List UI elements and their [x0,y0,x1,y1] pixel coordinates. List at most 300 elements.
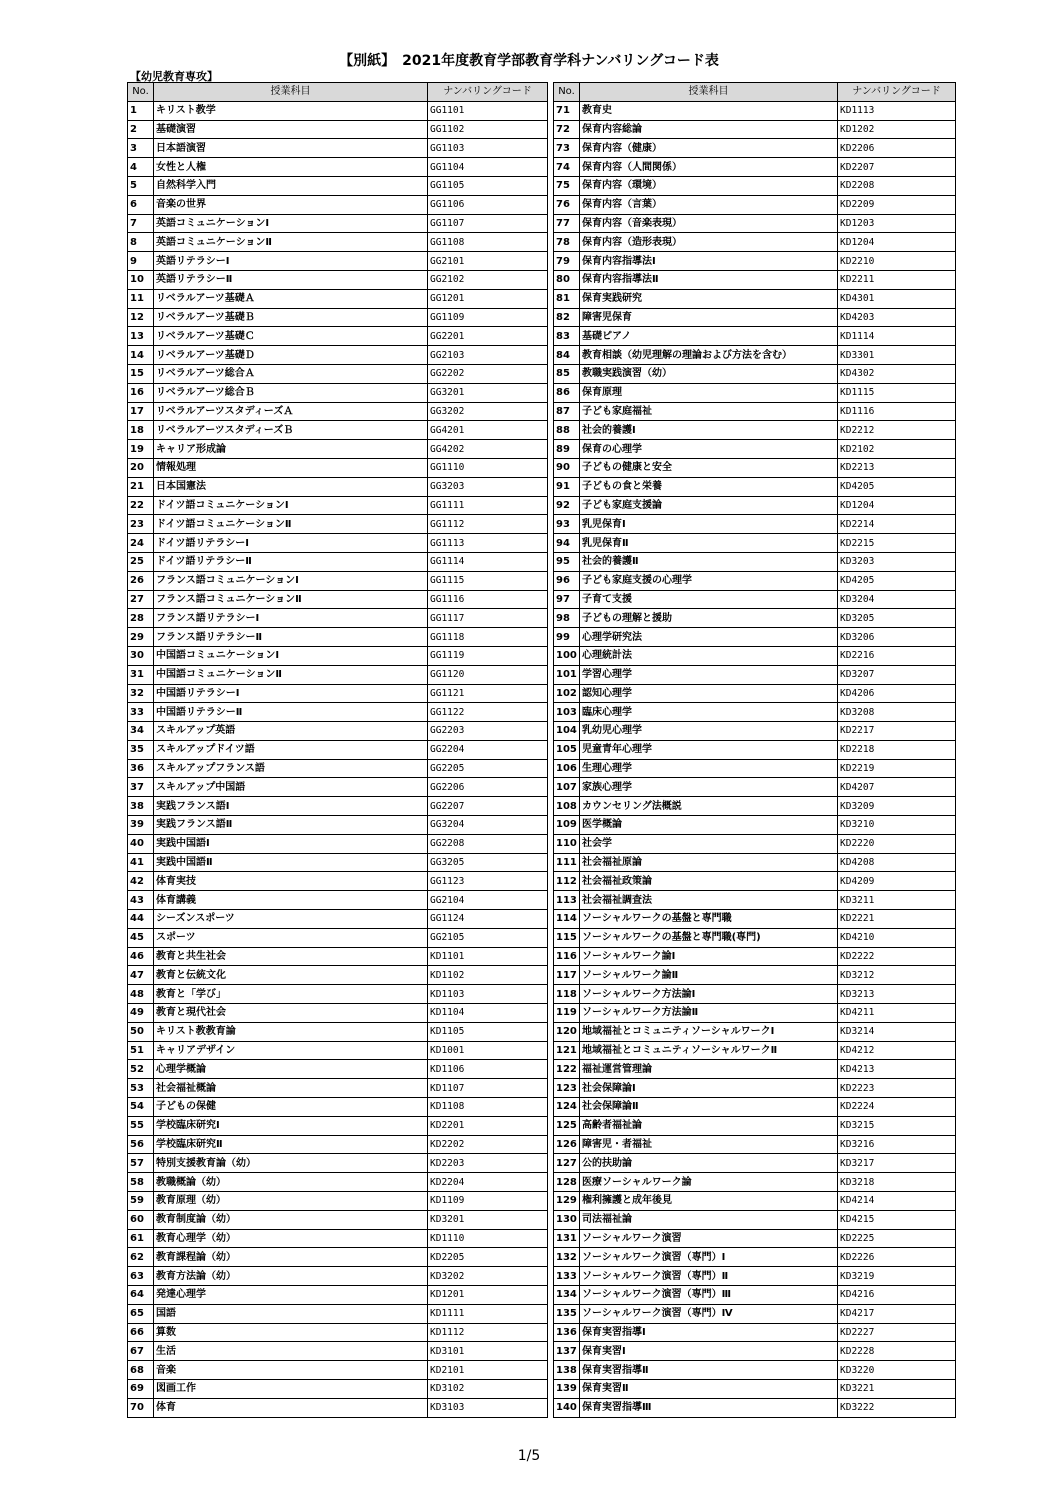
subject-name: 公的扶助論 [580,1154,838,1173]
row-number: 54 [128,1098,154,1117]
row-number: 66 [128,1323,154,1342]
row-number: 100 [554,646,580,665]
row-number: 109 [554,816,580,835]
table-row [554,458,956,477]
row-number: 81 [554,289,580,308]
row-number: 48 [128,985,154,1004]
table-row [128,458,548,477]
numbering-code: KD2220 [838,834,956,853]
row-number: 76 [554,195,580,214]
table-row [128,722,548,741]
table-row [128,910,548,929]
header-no: No. [128,83,154,102]
row-number: 125 [554,1116,580,1135]
numbering-code: GG2202 [428,364,548,383]
table-row [128,628,548,647]
numbering-code: GG1117 [428,609,548,628]
numbering-code: KD3101 [428,1342,548,1361]
table-row [128,703,548,722]
subject-name: リベラルアーツ基礎Ｂ [154,308,428,327]
table-row [128,797,548,816]
row-number: 25 [128,552,154,571]
subject-name: スキルアップ中国語 [154,778,428,797]
row-number: 24 [128,534,154,553]
numbering-code: KD2102 [838,440,956,459]
subject-name: 生理心理学 [580,759,838,778]
numbering-code: KD4215 [838,1210,956,1229]
numbering-code: GG2101 [428,252,548,271]
table-row [554,628,956,647]
row-number: 49 [128,1004,154,1023]
numbering-code: KD3204 [838,590,956,609]
row-number: 71 [554,101,580,120]
row-number: 88 [554,421,580,440]
subject-name: 社会的養護Ⅱ [580,552,838,571]
table-row [554,853,956,872]
table-row [128,684,548,703]
numbering-code: KD4214 [838,1192,956,1211]
row-number: 19 [128,440,154,459]
numbering-code: KD3301 [838,346,956,365]
numbering-code: KD3208 [838,703,956,722]
subject-name: 中国語リテラシーⅡ [154,703,428,722]
row-number: 128 [554,1173,580,1192]
row-number: 74 [554,158,580,177]
table-row [128,1398,548,1417]
table-row [554,1154,956,1173]
table-row [554,722,956,741]
row-number: 102 [554,684,580,703]
numbering-code: KD3202 [428,1267,548,1286]
row-number: 73 [554,139,580,158]
subject-name: スポーツ [154,928,428,947]
table-row [554,928,956,947]
table-row [554,1116,956,1135]
table-row [554,1041,956,1060]
subject-name: 保育原理 [580,383,838,402]
table-row [554,834,956,853]
row-number: 62 [128,1248,154,1267]
numbering-code: GG1114 [428,552,548,571]
numbering-code: GG1120 [428,665,548,684]
table-row [128,1286,548,1305]
table-row [128,646,548,665]
table-row [554,1342,956,1361]
row-number: 67 [128,1342,154,1361]
table-row [554,609,956,628]
numbering-code: GG1110 [428,458,548,477]
subject-name: 教育心理学（幼） [154,1229,428,1248]
table-row [128,534,548,553]
subject-name: 社会保障論Ⅰ [580,1079,838,1098]
table-row [554,270,956,289]
subject-name: 心理学研究法 [580,628,838,647]
numbering-code: KD1204 [838,496,956,515]
row-number: 77 [554,214,580,233]
subject-name: ドイツ語コミュニケーションⅠ [154,496,428,515]
numbering-code: KD3201 [428,1210,548,1229]
table-row [554,816,956,835]
table-row [128,891,548,910]
numbering-code: GG1201 [428,289,548,308]
table-row [554,703,956,722]
table-row [128,1248,548,1267]
table-row [128,1229,548,1248]
row-number: 87 [554,402,580,421]
numbering-code: KD1203 [838,214,956,233]
table-row [554,552,956,571]
subject-name: 中国語リテラシーⅠ [154,684,428,703]
numbering-code: KD3210 [838,816,956,835]
row-number: 1 [128,101,154,120]
row-number: 70 [128,1398,154,1417]
row-number: 64 [128,1286,154,1305]
numbering-code: GG2103 [428,346,548,365]
subject-name: 日本国憲法 [154,477,428,496]
table-row [554,477,956,496]
row-number: 68 [128,1361,154,1380]
table-row [554,139,956,158]
table-row [554,1248,956,1267]
table-row [128,834,548,853]
subject-name: リベラルアーツスタディーズＢ [154,421,428,440]
numbering-code: KD4206 [838,684,956,703]
numbering-code: GG2208 [428,834,548,853]
table-row [128,195,548,214]
row-number: 133 [554,1267,580,1286]
table-row [128,402,548,421]
table-row [554,327,956,346]
numbering-code: GG1107 [428,214,548,233]
subject-name: 児童青年心理学 [580,740,838,759]
subject-name: フランス語コミュニケーションⅡ [154,590,428,609]
subject-name: 教育制度論（幼） [154,1210,428,1229]
row-number: 97 [554,590,580,609]
row-number: 117 [554,966,580,985]
subject-name: 中国語コミュニケーションⅡ [154,665,428,684]
subject-name: 認知心理学 [580,684,838,703]
table-row [128,1004,548,1023]
subject-name: 子どもの理解と援助 [580,609,838,628]
row-number: 94 [554,534,580,553]
table-row [554,308,956,327]
subject-name: 子どもの保健 [154,1098,428,1117]
subject-name: 算数 [154,1323,428,1342]
numbering-code: KD2204 [428,1173,548,1192]
subject-name: 教職実践演習（幼） [580,364,838,383]
subject-name: 社会福祉政策論 [580,872,838,891]
table-row [554,120,956,139]
subject-name: 情報処理 [154,458,428,477]
numbering-code: KD2203 [428,1154,548,1173]
row-number: 69 [128,1379,154,1398]
subject-name: キャリアデザイン [154,1041,428,1060]
row-number: 7 [128,214,154,233]
row-number: 132 [554,1248,580,1267]
subject-name: 基礎演習 [154,120,428,139]
subject-name: 教育と「学び」 [154,985,428,1004]
subject-name: 乳幼児心理学 [580,722,838,741]
numbering-code: KD4216 [838,1286,956,1305]
subject-name: 教育原理（幼） [154,1192,428,1211]
numbering-code: KD3220 [838,1361,956,1380]
numbering-code: KD3217 [838,1154,956,1173]
table-row [128,1361,548,1380]
numbering-code: GG2204 [428,740,548,759]
numbering-code: KD1201 [428,1286,548,1305]
numbering-code: GG1124 [428,910,548,929]
table-row [554,383,956,402]
row-number: 9 [128,252,154,271]
table-row [128,1192,548,1211]
numbering-code: GG1111 [428,496,548,515]
numbering-code: GG2207 [428,797,548,816]
header-subject: 授業科目 [580,83,838,102]
numbering-code: KD1112 [428,1323,548,1342]
row-number: 127 [554,1154,580,1173]
row-number: 80 [554,270,580,289]
subject-name: リベラルアーツ基礎Ｃ [154,327,428,346]
row-number: 122 [554,1060,580,1079]
subject-name: 教育史 [580,101,838,120]
subject-name: 保育実習Ⅱ [580,1379,838,1398]
numbering-code: KD3103 [428,1398,548,1417]
table-row [128,778,548,797]
row-number: 75 [554,176,580,195]
table-row [554,1210,956,1229]
numbering-code: KD2216 [838,646,956,665]
table-row [554,496,956,515]
table-row [128,1098,548,1117]
row-number: 107 [554,778,580,797]
table-row [128,101,548,120]
numbering-code: KD1103 [428,985,548,1004]
row-number: 105 [554,740,580,759]
subject-name: リベラルアーツ総合Ｂ [154,383,428,402]
numbering-code: GG1115 [428,571,548,590]
table-row [128,176,548,195]
row-number: 61 [128,1229,154,1248]
table-row [128,1210,548,1229]
row-number: 16 [128,383,154,402]
subject-name: 自然科学入門 [154,176,428,195]
table-row [554,289,956,308]
numbering-code: GG1108 [428,233,548,252]
table-row [128,1041,548,1060]
subject-name: 障害児保育 [580,308,838,327]
subject-name: 保育内容（造形表現） [580,233,838,252]
table-row [128,308,548,327]
subject-name: ソーシャルワーク演習 [580,1229,838,1248]
row-number: 92 [554,496,580,515]
subject-name: 司法福祉論 [580,1210,838,1229]
subject-name: 地域福祉とコミュニティソーシャルワークⅡ [580,1041,838,1060]
table-row [128,421,548,440]
row-number: 26 [128,571,154,590]
table-row [554,1304,956,1323]
row-number: 113 [554,891,580,910]
subject-name: リベラルアーツ総合Ａ [154,364,428,383]
row-number: 15 [128,364,154,383]
subject-name: 権利擁護と成年後見 [580,1192,838,1211]
row-number: 90 [554,458,580,477]
row-number: 84 [554,346,580,365]
row-number: 13 [128,327,154,346]
numbering-code: KD4205 [838,477,956,496]
table-row [554,1323,956,1342]
numbering-code: KD2218 [838,740,956,759]
table-row [128,571,548,590]
table-row [554,1004,956,1023]
numbering-code: KD4203 [838,308,956,327]
table-row [554,665,956,684]
row-number: 50 [128,1022,154,1041]
numbering-code: KD2206 [838,139,956,158]
numbering-code: KD4208 [838,853,956,872]
numbering-table-left [127,82,548,1418]
subject-name: 保育内容（言葉） [580,195,838,214]
subject-name: スキルアップドイツ語 [154,740,428,759]
numbering-code: GG1109 [428,308,548,327]
subject-name: キャリア形成論 [154,440,428,459]
table-row [554,1379,956,1398]
numbering-code: KD2214 [838,515,956,534]
numbering-code: GG2104 [428,891,548,910]
row-number: 47 [128,966,154,985]
table-row [128,1116,548,1135]
subject-name: フランス語リテラシーⅡ [154,628,428,647]
row-number: 57 [128,1154,154,1173]
row-number: 116 [554,947,580,966]
subject-name: 教育と伝統文化 [154,966,428,985]
subject-name: ドイツ語リテラシーⅠ [154,534,428,553]
table-row [554,1098,956,1117]
row-number: 51 [128,1041,154,1060]
row-number: 6 [128,195,154,214]
table-row [554,1060,956,1079]
numbering-code: KD1111 [428,1304,548,1323]
row-number: 111 [554,853,580,872]
table-row [554,233,956,252]
numbering-code: KD3215 [838,1116,956,1135]
numbering-code: GG2206 [428,778,548,797]
row-number: 136 [554,1323,580,1342]
table-row [128,515,548,534]
row-number: 44 [128,910,154,929]
numbering-code: KD3222 [838,1398,956,1417]
row-number: 38 [128,797,154,816]
table-row [554,797,956,816]
subject-name: 保育内容（音楽表現） [580,214,838,233]
numbering-code: KD3207 [838,665,956,684]
row-number: 20 [128,458,154,477]
row-number: 39 [128,816,154,835]
row-number: 17 [128,402,154,421]
row-number: 130 [554,1210,580,1229]
table-row [554,646,956,665]
numbering-code: KD4211 [838,1004,956,1023]
table-row [128,364,548,383]
subject-name: 女性と人権 [154,158,428,177]
header-no: No. [554,83,580,102]
row-number: 89 [554,440,580,459]
row-number: 55 [128,1116,154,1135]
numbering-code: KD4210 [838,928,956,947]
subject-name: 国語 [154,1304,428,1323]
table-row [554,1135,956,1154]
subject-name: ソーシャルワーク方法論Ⅰ [580,985,838,1004]
table-row [554,1022,956,1041]
row-number: 118 [554,985,580,1004]
numbering-code: GG3201 [428,383,548,402]
numbering-code: KD4302 [838,364,956,383]
row-number: 131 [554,1229,580,1248]
numbering-code: KD2228 [838,1342,956,1361]
numbering-code: KD2225 [838,1229,956,1248]
row-number: 135 [554,1304,580,1323]
table-row [128,947,548,966]
numbering-code: KD4207 [838,778,956,797]
numbering-code: KD1109 [428,1192,548,1211]
row-number: 129 [554,1192,580,1211]
subject-name: 高齢者福祉論 [580,1116,838,1135]
table-row [128,928,548,947]
row-number: 29 [128,628,154,647]
row-number: 28 [128,609,154,628]
table-row [554,158,956,177]
subject-name: 子ども家庭福祉 [580,402,838,421]
row-number: 43 [128,891,154,910]
row-number: 95 [554,552,580,571]
subject-name: ソーシャルワークの基盤と専門職(専門) [580,928,838,947]
row-number: 63 [128,1267,154,1286]
subject-name: 体育講義 [154,891,428,910]
row-number: 101 [554,665,580,684]
row-number: 37 [128,778,154,797]
row-number: 108 [554,797,580,816]
numbering-code: KD3203 [838,552,956,571]
table-row [128,740,548,759]
subject-name: 子どもの健康と安全 [580,458,838,477]
row-number: 14 [128,346,154,365]
row-number: 99 [554,628,580,647]
numbering-code: GG3204 [428,816,548,835]
row-number: 124 [554,1098,580,1117]
numbering-code: KD2223 [838,1079,956,1098]
row-number: 114 [554,910,580,929]
subject-name: 保育内容（人間関係） [580,158,838,177]
table-row [554,684,956,703]
table-row [554,440,956,459]
numbering-code: KD3216 [838,1135,956,1154]
table-row [128,1323,548,1342]
table-row [128,158,548,177]
table-row [554,101,956,120]
numbering-code: KD4217 [838,1304,956,1323]
subject-name: スキルアップフランス語 [154,759,428,778]
subject-name: 英語コミュニケーションⅠ [154,214,428,233]
subject-name: 子育て支援 [580,590,838,609]
row-number: 123 [554,1079,580,1098]
numbering-code: KD2202 [428,1135,548,1154]
subject-name: 子ども家庭支援の心理学 [580,571,838,590]
row-number: 35 [128,740,154,759]
numbering-code: KD1105 [428,1022,548,1041]
row-number: 36 [128,759,154,778]
table-row [128,759,548,778]
row-number: 138 [554,1361,580,1380]
subject-name: 英語リテラシーⅡ [154,270,428,289]
